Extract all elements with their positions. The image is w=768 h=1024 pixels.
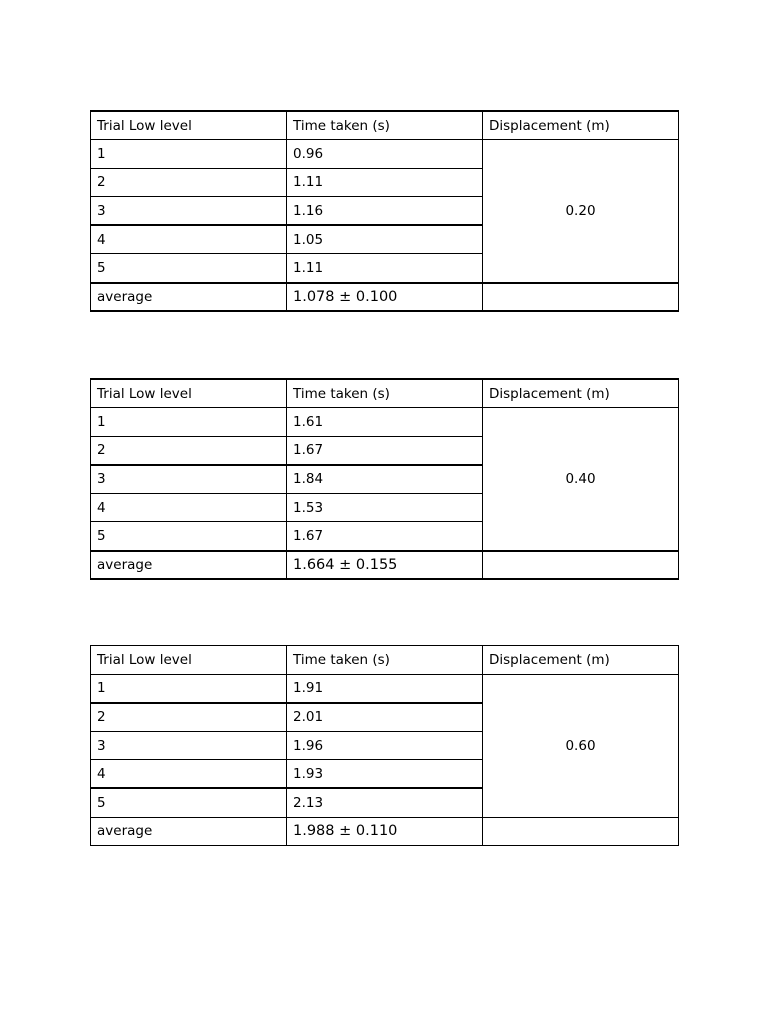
average-value: 1.078 ± 0.100 bbox=[287, 283, 483, 312]
time-cell: 1.67 bbox=[287, 436, 483, 465]
header-trial: Trial Low level bbox=[91, 111, 287, 140]
trial-cell: 5 bbox=[91, 788, 287, 817]
empty-cell bbox=[483, 551, 679, 580]
table-row bbox=[91, 674, 679, 703]
trial-cell: 4 bbox=[91, 760, 287, 789]
trial-cell: 1 bbox=[91, 408, 287, 437]
header-time: Time taken (s) bbox=[287, 646, 483, 675]
header-displacement: Displacement (m) bbox=[483, 111, 679, 140]
trial-table-2 bbox=[90, 378, 679, 580]
trial-cell: 3 bbox=[91, 465, 287, 494]
average-label: average bbox=[91, 551, 287, 580]
average-row bbox=[91, 817, 679, 846]
header-displacement: Displacement (m) bbox=[483, 646, 679, 675]
table-header-row bbox=[91, 111, 679, 140]
trial-cell: 3 bbox=[91, 197, 287, 226]
time-cell: 1.53 bbox=[287, 493, 483, 522]
time-cell: 2.13 bbox=[287, 788, 483, 817]
average-value: 1.664 ± 0.155 bbox=[287, 551, 483, 580]
time-cell: 1.11 bbox=[287, 254, 483, 283]
empty-cell bbox=[483, 817, 679, 846]
average-row bbox=[91, 283, 679, 312]
time-cell: 1.16 bbox=[287, 197, 483, 226]
displacement-cell: 0.20 bbox=[483, 140, 679, 283]
empty-cell bbox=[483, 283, 679, 312]
header-displacement: Displacement (m) bbox=[483, 379, 679, 408]
table-row bbox=[91, 140, 679, 169]
trial-table-1 bbox=[90, 110, 679, 312]
header-trial: Trial Low level bbox=[91, 646, 287, 675]
trial-cell: 2 bbox=[91, 703, 287, 732]
trial-cell: 2 bbox=[91, 436, 287, 465]
trial-cell: 4 bbox=[91, 225, 287, 254]
trial-cell: 4 bbox=[91, 493, 287, 522]
time-cell: 1.61 bbox=[287, 408, 483, 437]
displacement-cell: 0.40 bbox=[483, 408, 679, 551]
header-time: Time taken (s) bbox=[287, 111, 483, 140]
header-trial: Trial Low level bbox=[91, 379, 287, 408]
time-cell: 1.93 bbox=[287, 760, 483, 789]
time-cell: 1.84 bbox=[287, 465, 483, 494]
time-cell: 1.67 bbox=[287, 522, 483, 551]
table-header-row bbox=[91, 646, 679, 675]
trial-cell: 5 bbox=[91, 254, 287, 283]
trial-cell: 2 bbox=[91, 168, 287, 197]
time-cell: 2.01 bbox=[287, 703, 483, 732]
displacement-cell: 0.60 bbox=[483, 674, 679, 817]
average-row bbox=[91, 551, 679, 580]
time-cell: 1.96 bbox=[287, 731, 483, 760]
trial-cell: 1 bbox=[91, 140, 287, 169]
trial-cell: 5 bbox=[91, 522, 287, 551]
time-cell: 1.91 bbox=[287, 674, 483, 703]
trial-cell: 1 bbox=[91, 674, 287, 703]
trial-cell: 3 bbox=[91, 731, 287, 760]
average-label: average bbox=[91, 283, 287, 312]
table-header-row bbox=[91, 379, 679, 408]
header-time: Time taken (s) bbox=[287, 379, 483, 408]
time-cell: 1.05 bbox=[287, 225, 483, 254]
table-row bbox=[91, 408, 679, 437]
time-cell: 0.96 bbox=[287, 140, 483, 169]
trial-table-3 bbox=[90, 645, 679, 846]
average-label: average bbox=[91, 817, 287, 846]
time-cell: 1.11 bbox=[287, 168, 483, 197]
average-value: 1.988 ± 0.110 bbox=[287, 817, 483, 846]
